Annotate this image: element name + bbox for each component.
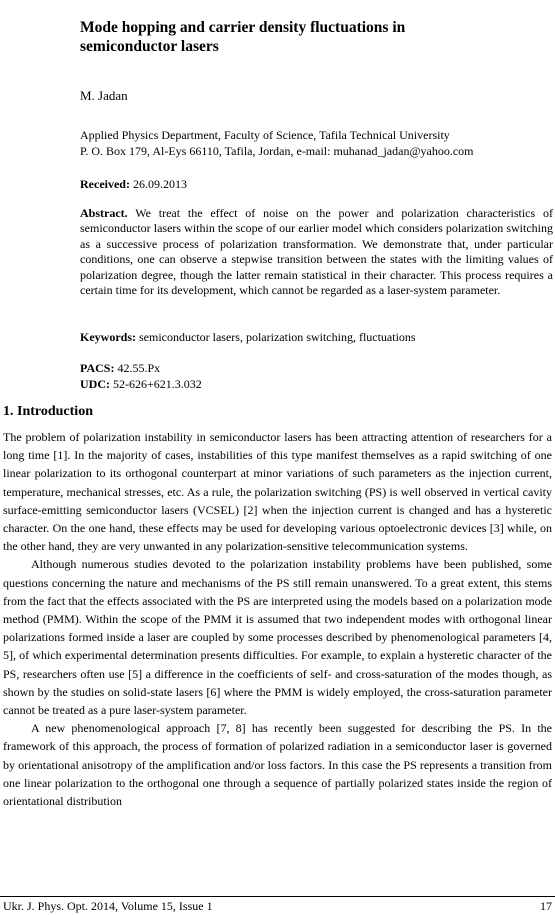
keywords [80, 330, 416, 345]
introduction-body [3, 428, 552, 810]
section-heading-introduction: 1. Introduction [3, 404, 93, 419]
udc-value: 52-626+621.3.032 [110, 377, 202, 391]
received-value: 26.09.2013 [129, 177, 187, 191]
body-paragraph: A new phenomenological approach [7, 8] has recently been suggested for describing the PS. In the framework of this approach, the process of formation of polarized radiation in a semiconductor laser is governed by orientational anisotropy of the amplification and/or loss factors. In this case the PS represents a transition from one linear polarization to the orthogonal one through a sequence of partially polarized states inside the region of orientational distribution [3, 721, 552, 809]
body-paragraph: Although numerous studies devoted to the polarization instability problems have been published, some questions concerning the nature and mechanisms of the PS still remain unanswered. To a great extent, this stems from the fact that the effects associated with the PS are interpreted using the models based on a polarization mode method (PMM). Within the scope of the PMM it is assumed that two independent modes with orthogonal linear polarizations formed inside a laser are coupled by some processes described by phenomenological parameters [4, 5], of which experimental determination presents difficulties. For example, to explain a hysteretic character of the PS, researchers often use [5] a difference in the coefficients of self- and cross-saturation of the modes though, as shown by the studies on solid-state lasers [6] where the PMM is widely employed, the cross-saturation parameter cannot be treated as a pure laser-system parameter. [3, 557, 552, 718]
footer-divider [0, 896, 555, 897]
abstract-text: We treat the effect of noise on the power and polarization characteristics of semiconductor lasers within the scope of our earlier model which considers polarization switching as a successive process of polarization transformation. We demonstrate that, under particular conditions, one can observe a stepwise transition between the states with the limiting values of polarization degree, though the latter remain statistical in their character. This process requires a certain time for its development, which cannot be regarded as a laser-system parameter. [80, 206, 553, 298]
affiliation-line-2: P. O. Box 179, Al-Eys 66110, Tafila, Jordan, e-mail: muhanad_jadan@yahoo.com [80, 144, 474, 158]
keywords-value: semiconductor lasers, polarization switching, fluctuations [136, 330, 416, 344]
classification-codes [80, 360, 202, 392]
article-title: Mode hopping and carrier density fluctuations in semiconductor lasers [80, 19, 406, 55]
abstract [80, 206, 553, 298]
udc-code [80, 376, 202, 392]
udc-label: UDC: [80, 377, 110, 391]
received-date [80, 177, 187, 192]
received-label: Received: [80, 177, 130, 191]
pacs-code [80, 360, 202, 376]
footer-journal-citation: Ukr. J. Phys. Opt. 2014, Volume 15, Issue 1 [3, 899, 213, 913]
keywords-label: Keywords: [80, 330, 136, 344]
footer-page-number: 17 [540, 899, 552, 913]
body-paragraph: The problem of polarization instability in semiconductor lasers has been attracting attention of researchers for a long time [1]. In the majority of cases, instabilities of this type manifest themselves as a rapid switching of one linear polarization to its orthogonal counterpart at minor variations of such parameters as the injection current, temperature, mechanical stresses, etc. As a rule, the polarization switching (PS) is well observed in vertical cavity surface-emitting semiconductor lasers (VCSEL) [2] when the injection current is changed and has a hysteretic character. On the one hand, these effects may be used for developing various optoelectronic devices [3] while, on the other hand, they are very unwanted in any polarization-sensitive telecommunication systems. [3, 430, 552, 554]
author-affiliation [80, 127, 550, 159]
abstract-label: Abstract. [80, 206, 128, 220]
author-name: M. Jadan [80, 88, 128, 103]
pacs-label: PACS: [80, 361, 115, 375]
pacs-value: 42.55.Px [114, 361, 161, 375]
affiliation-line-1: Applied Physics Department, Faculty of Science, Tafila Technical University [80, 128, 450, 142]
